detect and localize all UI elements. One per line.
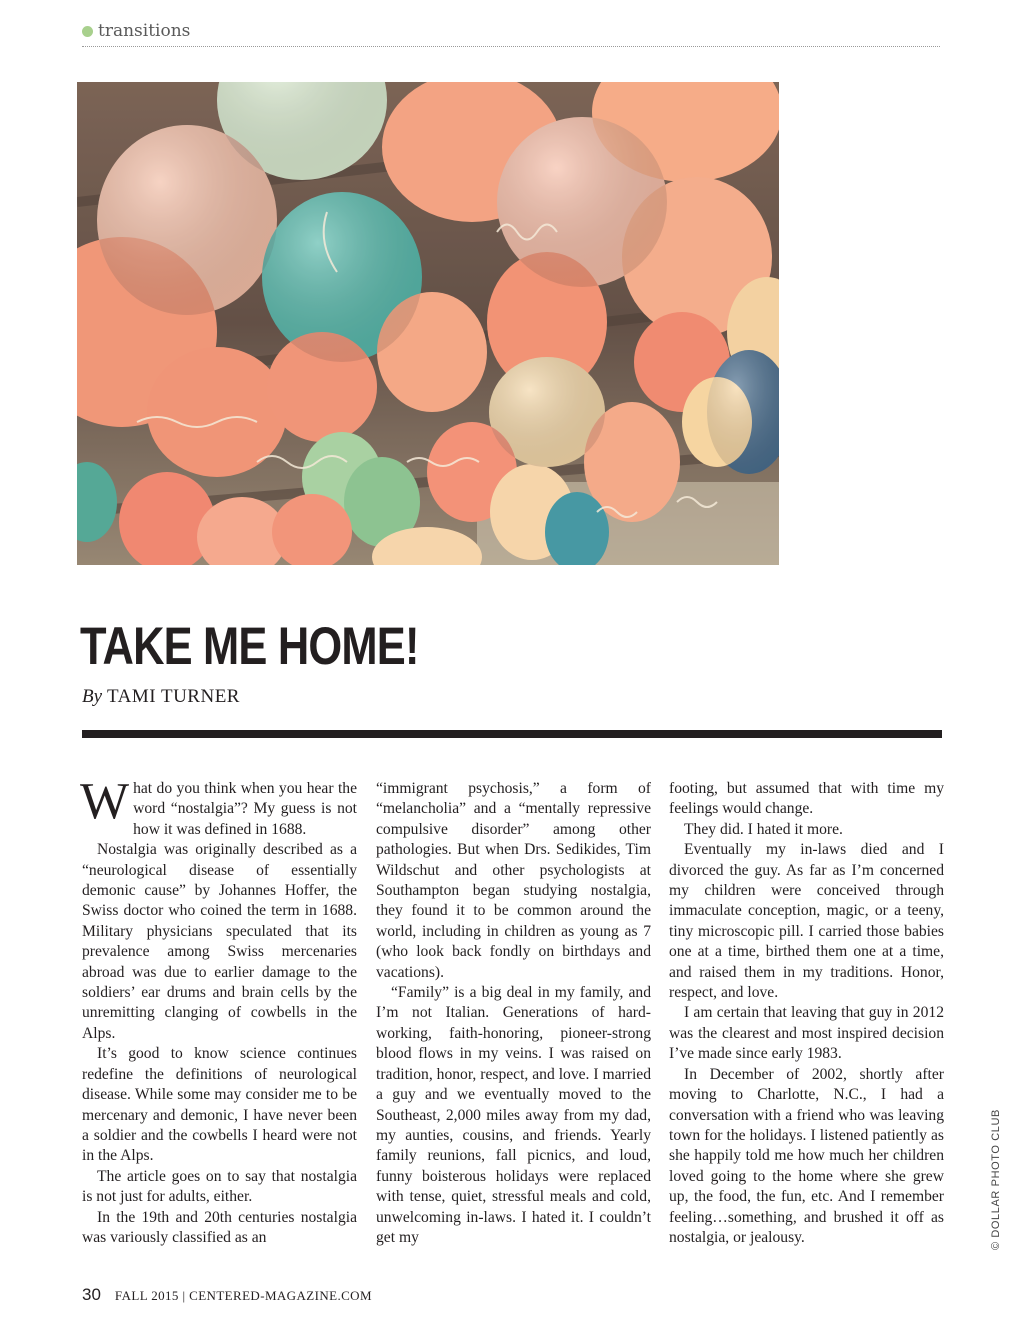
byline-prefix: By [82,686,103,707]
paragraph: The article goes on to say that nostalgia is not just for adults, either. [82,1167,357,1206]
paragraph: “immigrant psychosis,” a form of “melancholia” and a “mentally repressive compulsive disorder” among other pathologies. But when Drs. Sedikides, Tim Wildschut and other psychologists at Southampton began studying nostalgia, they found it to be common around the world, including in children as young as 7 (who look back fondly on birthdays and vacations). [376,780,651,981]
issue-info: FALL 2015 | CENTERED-MAGAZINE.COM [114,1288,372,1303]
article-title: TAKE ME HOME! [80,617,419,676]
paragraph: It’s good to know science continues redefine the definitions of neurological disease. While some may consider me to be mercenary and demonic, I have never been a soldier and the cowbells I heard were not in the Alps. [82,1045,357,1165]
paragraph: I am certain that leaving that guy in 2012 was the clearest and most inspired decision I’ve made since early 1983. [669,1004,944,1063]
section-dot-icon [82,26,93,37]
article-column-1 [80,773,357,1248]
page-footer [82,1285,372,1305]
paragraph: Eventually my in-laws died and I divorced the guy. As far as I’m concerned my children were conceived through immaculate conception, magic, or a teeny, tiny microscopic pill. I carried those babies one at a time, birthed them one at a time, and raised them in my traditions. Honor, respect, and love. [669,841,944,1002]
photo-credit: © DOLLAR PHOTO CLUB [990,1109,1002,1250]
paragraph: Nostalgia was originally described as a “neurological disease of essentially demonic cause” by Johannes Hoffer, the Swiss doctor who coined the term in 1688. Military physicians speculated that its prevalence among Swiss mercenaries abroad was due to earlier damage to the soldiers’ ear drums and brain cells by the unremitting clanging of cowbells in the Alps. [82,841,357,1042]
balloons-photo [77,82,779,565]
page-number: 30 [82,1285,101,1304]
byline [82,686,240,708]
title-rule [82,730,942,738]
article-column-3 [669,779,944,1248]
section-header [82,20,940,47]
paragraph: They did. I hated it more. [684,820,843,838]
section-label: transitions [98,21,191,41]
paragraph: footing, but assumed that with time my feelings would change. [669,780,944,818]
paragraph: “Family” is a big deal in my family, and I’m not Italian. Generations of hard-working, faith-honoring, pioneer-strong blood flows in my veins. I was raised on tradition, honor, respect, and love. I married a guy and we eventually moved to the Southeast, 2,000 miles away from my dad, my aunties, cousins, and friends. Yearly family reunions, fall picnics, and loud, funny boisterous holidays were replaced with tense, quiet, stressful meals and cold, unwelcoming in-laws. I hated it. I couldn’t get my [376,984,651,1246]
paragraph: In December of 2002, shortly after moving to Charlotte, N.C., I had a conversation with a friend who was leaving town for the holidays. I listened patiently as she happily told me how much her children loved going to the home where she grew up, the food, the fun, etc. And I remember feeling…something, and brushed it off as nostalgia, or jealousy. [669,1065,944,1246]
paragraph: In the 19th and 20th centuries nostalgia was variously classified as an [82,1208,357,1246]
article-column-2 [376,779,651,1248]
paragraph: What do you think when you hear the word “nostalgia”? My guess is not how it was defined in 1688. [80,773,357,838]
author-name: TAMI TURNER [107,686,240,707]
drop-cap: W [80,773,130,830]
